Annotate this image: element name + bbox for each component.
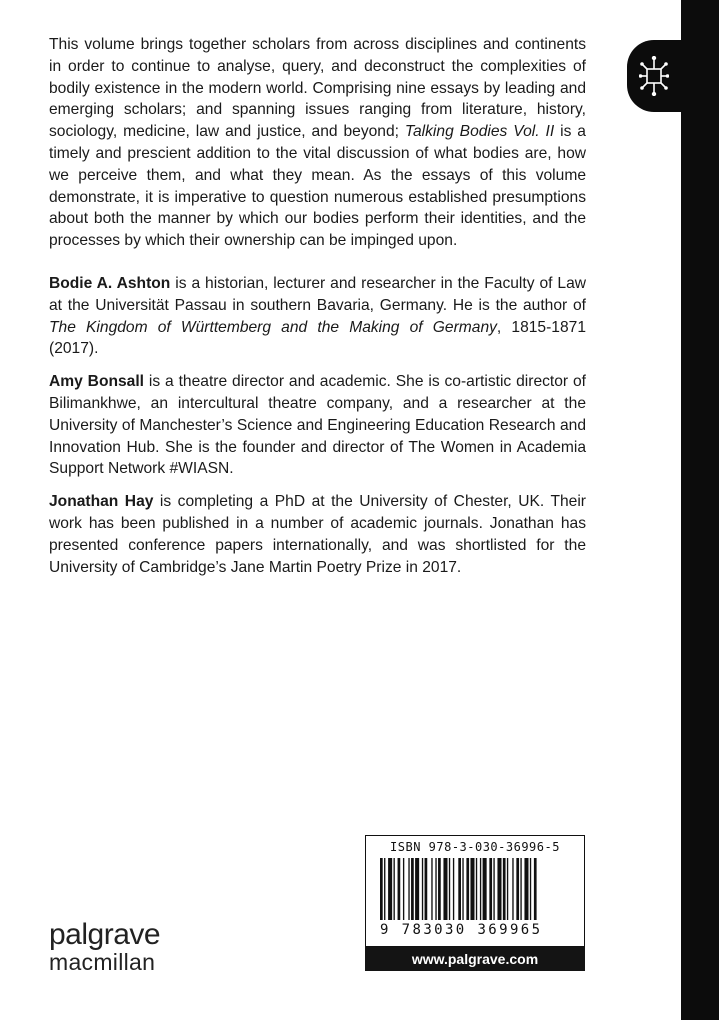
barcode-bars (378, 858, 572, 922)
isbn-label: ISBN 978-3-030-36996-5 (390, 840, 560, 854)
logo-palgrave: palgrave (49, 918, 161, 951)
logo-macmillan: macmillan (49, 949, 156, 975)
bio-text: is a theatre director and academic. She is co-artistic director of Bilimankhwe, an intercultural theatre company, and a researcher at the University of Manchester’s Science and Engineering Education Research and Innovation Hub. She is the founder and director of The Women in Academia Support Network #WIASN. (49, 373, 586, 478)
blurb-text-2: is a timely and prescient addition to the vital discussion of what bodies are, how we perceive them, and what they mean. As the essays of this volume demonstrate, it is imperative to question numerous established presumptions about both the manner by which our bodies perform their identities, and the processes by which their ownership can be impinged upon. (49, 123, 586, 250)
bio-bonsall (49, 371, 586, 480)
bio-text: is completing a PhD at the University of Chester, UK. Their work has been published in a number of academic journals. Jonathan has presented conference papers internationally, and was shortlisted for the University of Cambridge’s Jane Martin Poetry Prize in 2017. (49, 493, 586, 576)
bio-hay (49, 491, 586, 578)
book-title-italic: Talking Bodies Vol. II (404, 123, 555, 141)
publisher-url[interactable]: www.palgrave.com (365, 947, 585, 971)
blurb-text-1: This volume brings together scholars from across disciplines and continents in order to continue to analyse, query, and deconstruct the complexities of bodily existence in the modern world. Comprising nine essays by leading and emerging scholars; and spanning issues ranging from literature, history, sociology, medicine, law and justice, and beyond; (49, 36, 586, 141)
bio-book-title: The Kingdom of Württemberg and the Making of Germany (49, 318, 497, 336)
bio-text: , 1815-1871 (2017). (49, 318, 586, 358)
back-cover-text (49, 34, 586, 589)
isbn-barcode-block (365, 835, 585, 971)
barcode-frame (365, 835, 585, 947)
bio-ashton (49, 273, 586, 360)
author-name: Amy Bonsall (49, 373, 145, 391)
blurb-paragraph (49, 34, 586, 252)
spark-network-icon (639, 56, 669, 96)
barcode-digits: 9 783030 369965 (380, 922, 543, 938)
author-name: Bodie A. Ashton (49, 274, 171, 292)
publisher-logo (49, 920, 160, 974)
palgrave-badge (627, 40, 681, 112)
author-name: Jonathan Hay (49, 493, 154, 511)
spine-strip (681, 0, 719, 1020)
bio-text: is a historian, lecturer and researcher in the Faculty of Law at the Universität Passau in southern Bavaria, Germany. He is the author of (49, 274, 586, 314)
